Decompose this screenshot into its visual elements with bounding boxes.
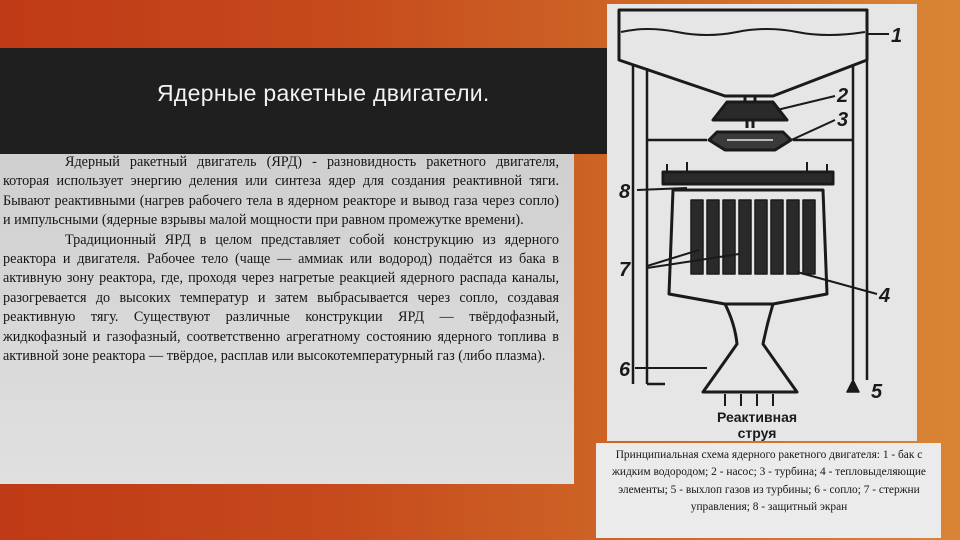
jet-label-line1: Реактивная [716, 409, 798, 425]
nuclear-engine-diagram [607, 4, 917, 441]
pump-shape [713, 102, 787, 120]
label-5: 5 [871, 381, 883, 403]
nozzle-shape [703, 304, 797, 392]
diagram-caption: Принципиальная схема ядерного ракетного двигателя: 1 - бак с жидким водородом; 2 - насос; 3 - турбина; 4 - тепловыделяющие элементы; 5 - выхлоп газов из турбины; 6 - сопло; 7 - стержни управления; 8 - защитный экран [612, 449, 926, 514]
label-8: 8 [619, 181, 631, 203]
body-text [3, 153, 559, 366]
shield-plate [663, 172, 833, 184]
turbine-shape [709, 132, 791, 150]
label-4: 4 [879, 285, 891, 307]
tank-shape [619, 10, 867, 96]
tank-liquid-surface [621, 29, 865, 35]
label-7: 7 [619, 259, 631, 281]
paragraph-construction: Традиционный ЯРД в целом представляет собой конструкцию из ядерного реактора и двигателя. Рабочее тело (чаще — аммиак или водород) подаётся из бака в активную зону реактора, где, проходя через нагретые реакцией ядерного распада каналы, разогревается до высоких температур и затем выбрасывается через сопло, создавая реактивную тягу. Существуют различные конструкции ЯРД — твёрдофазный, жидкофазный и газофазный, соответственно агрегатному состоянию ядерного топлива в активной зоне реактора — твёрдое, расплав или высокотемпературный газ (либо плазма). [3, 231, 559, 365]
label-2: 2 [837, 85, 849, 107]
jet-label-line2: струя [737, 425, 777, 441]
label-3: 3 [837, 109, 849, 131]
label-1: 1 [891, 25, 903, 47]
paragraph-definition: Ядерный ракетный двигатель (ЯРД) - разновидность ракетного двигателя, которая использует энергию деления или синтеза ядер для создания реактивной тяги. Бывают реактивными (нагрев рабочего тела в ядерном реакторе и вывод газа через сопло) и импульсными (ядерные взрывы малой мощности при равном промежутке времени). [3, 154, 559, 229]
slide-title: Ядерные ракетные двигатели. [157, 80, 490, 106]
label-6: 6 [619, 359, 631, 381]
